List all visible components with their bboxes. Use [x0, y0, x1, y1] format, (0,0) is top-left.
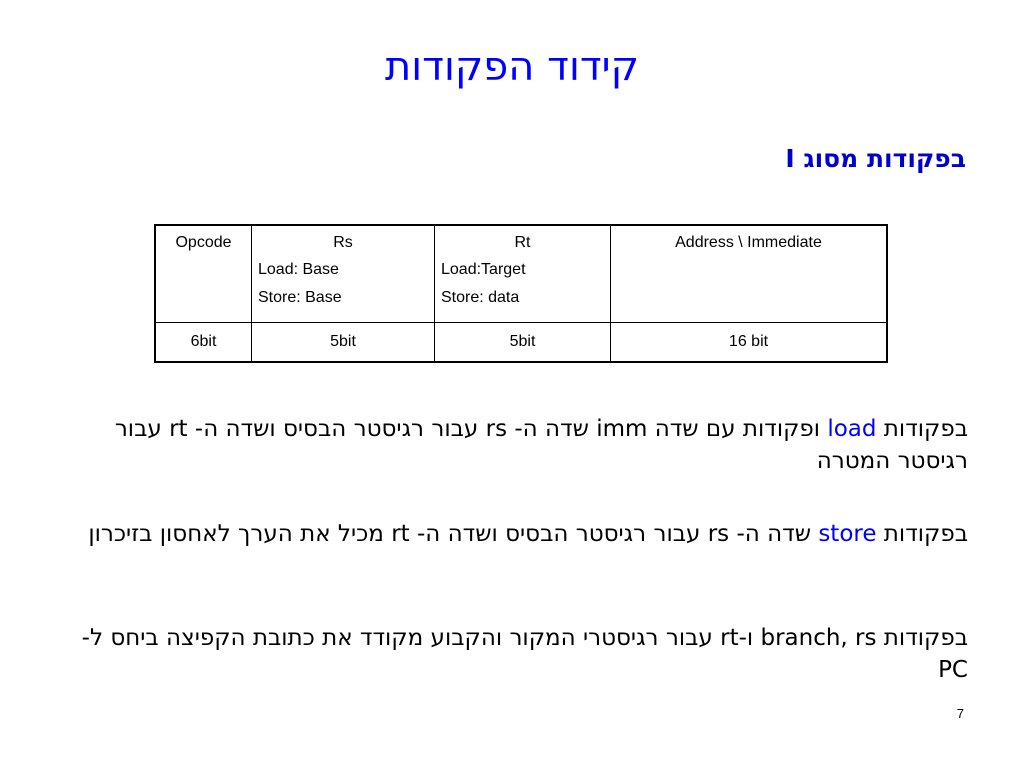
opcode-header-cell [155, 225, 252, 323]
rs-store-label: Store: Base [258, 289, 342, 306]
table-header-row [155, 225, 887, 323]
address-header: Address \ Immediate [675, 234, 822, 251]
rs-header: Rs [333, 234, 353, 251]
opcode-header: Opcode [175, 234, 232, 251]
opcode-size: 6bit [155, 323, 252, 363]
load-paragraph-prefix: בפקודות [876, 416, 968, 442]
rt-header: Rt [514, 234, 531, 251]
load-paragraph [48, 413, 968, 477]
address-header-cell [611, 225, 888, 323]
rt-store-label: Store: data [441, 289, 520, 306]
slide-title: קידוד הפקודות [384, 44, 640, 90]
branch-paragraph: בפקודות branch, rs ו-rt עבור רגיסטרי המקור והקבוע מקודד את כתובת הקפיצה ביחס ל- PC [81, 625, 968, 683]
address-size: 16 bit [611, 323, 888, 363]
table-size-row [155, 323, 887, 363]
rt-load-label: Load:Target [441, 261, 526, 278]
rs-header-cell [252, 225, 435, 323]
store-keyword: store [818, 521, 877, 547]
store-paragraph-prefix: בפקודות [876, 521, 968, 547]
i-type-format-table [154, 224, 888, 363]
rt-size: 5bit [435, 323, 611, 363]
rs-load-label: Load: Base [258, 261, 339, 278]
section-subtitle: בפקודות מסוג I [785, 144, 966, 173]
load-paragraph-text: ופקודות עם שדה imm שדה ה- rs עבור רגיסטר הבסיס ושדה ה- rt עבור רגיסטר המטרה [114, 416, 968, 474]
store-paragraph [48, 518, 968, 550]
rs-size: 5bit [252, 323, 435, 363]
page-number: 7 [956, 706, 964, 721]
load-keyword: load [827, 416, 877, 442]
rt-header-cell [435, 225, 611, 323]
store-paragraph-text: שדה ה- rs עבור רגיסטר הבסיס ושדה ה- rt מכיל את הערך לאחסון בזיכרון [88, 521, 819, 547]
